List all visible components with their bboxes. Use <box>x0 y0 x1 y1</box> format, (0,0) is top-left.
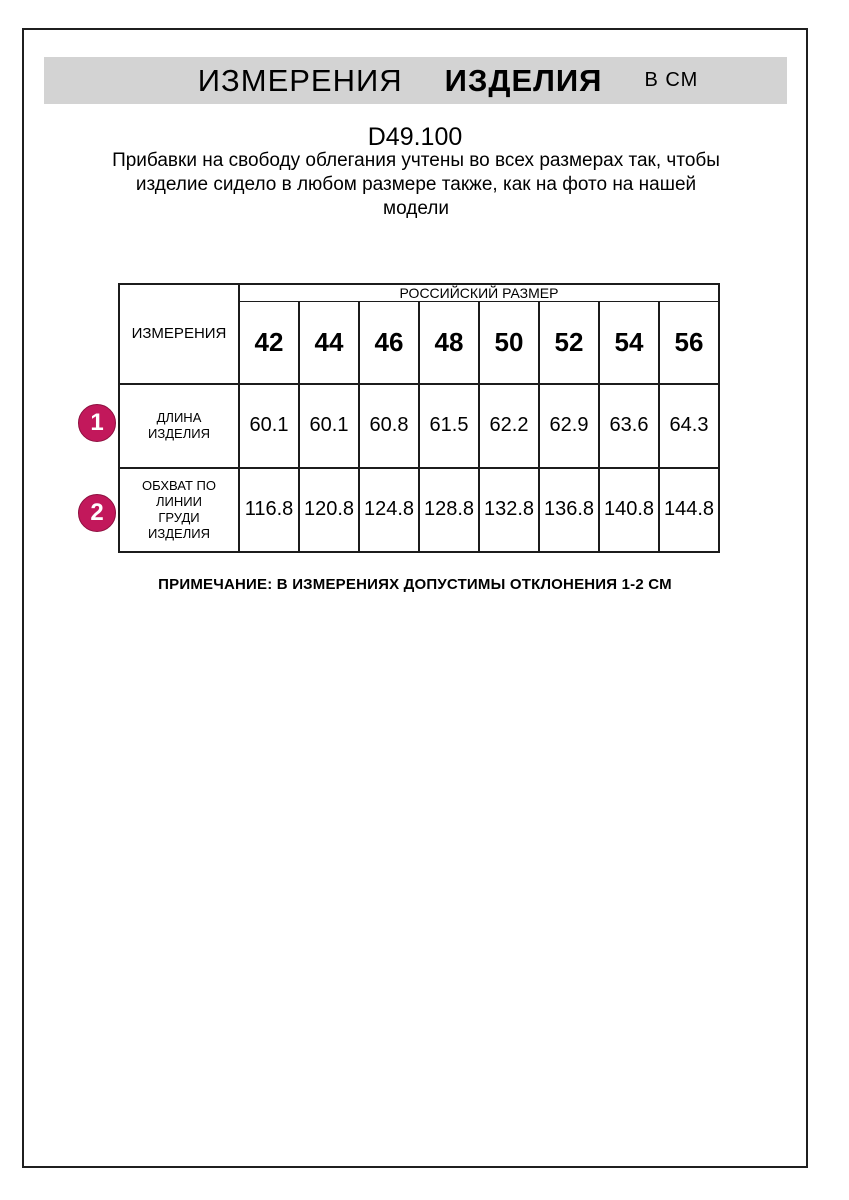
table-row-chest-girth <box>119 468 719 552</box>
size-header-54: 54 <box>599 302 659 384</box>
table-row-length <box>119 384 719 468</box>
chest-value-54: 140.8 <box>599 468 659 552</box>
measurements-table <box>118 283 720 553</box>
chest-value-42: 116.8 <box>239 468 299 552</box>
page-title-product: ИЗДЕЛИЯ <box>444 62 603 98</box>
table-group-header-row <box>119 284 719 302</box>
length-value-44: 60.1 <box>299 384 359 468</box>
size-header-50: 50 <box>479 302 539 384</box>
chest-value-44: 120.8 <box>299 468 359 552</box>
length-value-56: 64.3 <box>659 384 719 468</box>
size-header-42: 42 <box>239 302 299 384</box>
chest-value-52: 136.8 <box>539 468 599 552</box>
size-header-48: 48 <box>419 302 479 384</box>
page-title-unit: В СМ <box>644 69 699 91</box>
size-header-56: 56 <box>659 302 719 384</box>
chest-value-46: 124.8 <box>359 468 419 552</box>
row-label-length: ДЛИНА ИЗДЕЛИЯ <box>119 384 239 468</box>
size-header-46: 46 <box>359 302 419 384</box>
marker-badge-1: 1 <box>78 404 116 442</box>
size-header-44: 44 <box>299 302 359 384</box>
length-value-54: 63.6 <box>599 384 659 468</box>
size-header-52: 52 <box>539 302 599 384</box>
length-value-46: 60.8 <box>359 384 419 468</box>
title-bar <box>44 57 787 104</box>
measurements-column-header: ИЗМЕРЕНИЯ <box>119 284 239 384</box>
chest-value-48: 128.8 <box>419 468 479 552</box>
russian-size-group-header: РОССИЙСКИЙ РАЗМЕР <box>239 284 719 302</box>
product-code: D49.100 <box>367 123 463 151</box>
row-label-chest-girth: ОБХВАТ ПО ЛИНИИ ГРУДИ ИЗДЕЛИЯ <box>119 468 239 552</box>
marker-badge-2: 2 <box>78 494 116 532</box>
length-value-48: 61.5 <box>419 384 479 468</box>
chest-value-50: 132.8 <box>479 468 539 552</box>
page-title-measurements: ИЗМЕРЕНИЯ <box>197 62 403 98</box>
length-value-52: 62.9 <box>539 384 599 468</box>
chest-value-56: 144.8 <box>659 468 719 552</box>
tolerance-note: ПРИМЕЧАНИЕ: В ИЗМЕРЕНИЯХ ДОПУСТИМЫ ОТКЛОНЕНИЯ 1-2 СМ <box>158 576 672 593</box>
length-value-50: 62.2 <box>479 384 539 468</box>
length-value-42: 60.1 <box>239 384 299 468</box>
page-frame <box>22 28 808 1168</box>
fit-description: Прибавки на свободу облегания учтены во всех размерах так, чтобы изделие сидело в любом размере также, как на фото на нашей модели <box>112 150 720 219</box>
